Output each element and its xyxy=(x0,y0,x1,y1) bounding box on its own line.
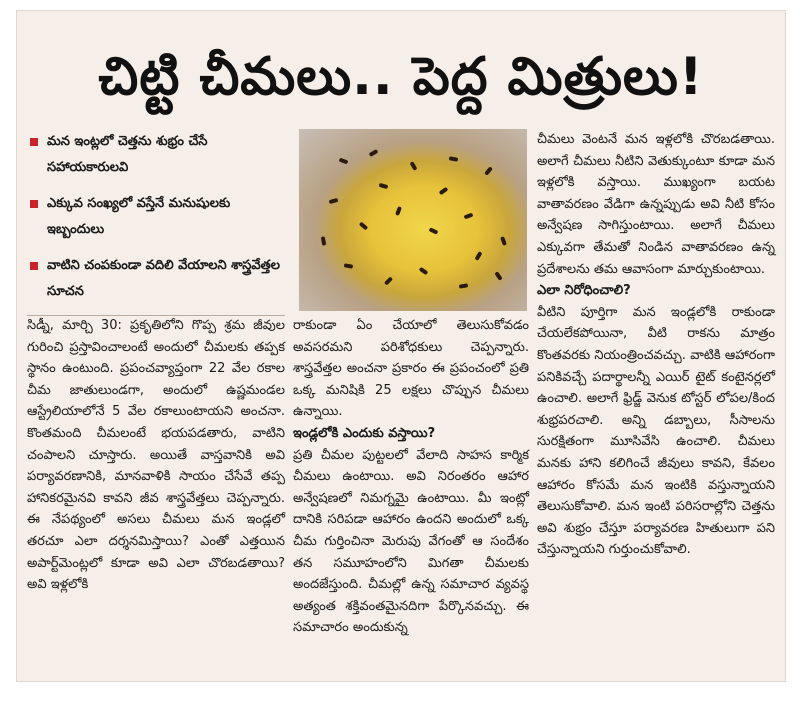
article-body-col1: సిడ్నీ, మార్చి 30: ప్రకృతిలోని గొప్ప శ్రమ జీవుల గురించి ప్రస్తావించాలంటే అందులో చీమలకు తప్పక స్థానం ఉంటుంది. ప్రపంచవ్యాప్తంగా 22 వేల రకాల చీమ జాతులుండగా, అందులో ఉష్ణమండల ఆస్ట్రేలియాలోనే 5 వేల రకాలుంటాయని అంచనా. కొంతమంది చీమలంటే భయపడతారు, వాటిని చంపాలని చూస్తారు. అయితే వాస్తవానికి అవి పర్యావరణానికి, మానవాళికి సాయం చేసేవే తప్ప హానికరమైనవి కావని జీవ శాస్త్రవేత్తలు చెప్పన్నారు. ఈ నేపథ్యంలో అసలు చీమలు మన ఇండ్లలో తరచూ ఎలా దర్శనమిస్తాయి? ఎంతో ఎత్తయిన అపార్ట్‌మెంట్లలో కూడా అవి ఎలా చొరబడతాయి? అవి ఇళ్లలోకి xyxy=(27,318,285,593)
red-square-bullet-icon xyxy=(30,200,38,208)
bullet-text: ఎక్కువ సంఖ్యలో వస్తేనే మనుషులకు ఇబ్బందులు xyxy=(47,196,231,237)
bullet-text: మన ఇంట్లలో చెత్తను శుభ్రం చేసే సహాయకారులవి xyxy=(47,134,208,175)
newspaper-clipping xyxy=(16,10,786,682)
bullet-list xyxy=(27,129,285,316)
article-body-col3 xyxy=(537,129,775,561)
bullet-item xyxy=(27,129,285,181)
col3-paragraph-1: చీమలు వెంటనే మన ఇళ్లలోకి చొరబడతాయి. అలాగే చీమలు నీటిని వెతుక్కుంటూ కూడా మన ఇళ్లలోకి వస్తాయి. ముఖ్యంగా బయట వాతావరణం వేడిగా ఉన్నప్పుడు అవి నీటి కోసం అన్వేషణ సాగిస్తుంటాయి. అలాగే చీమలు ఎక్కువగా తేమతో నిండిన వాతావరణం ఉన్న ప్రదేశాలను తమ ఆవాసంగా మార్చుకుంటాయి. xyxy=(537,132,775,277)
red-square-bullet-icon xyxy=(30,138,38,146)
article-body-col2 xyxy=(293,315,529,639)
ants-photo xyxy=(299,129,527,311)
bullet-text: వాటిని చంపకుండా వదిలి వేయాలని శాస్త్రవేత్తల సూచన xyxy=(47,258,280,299)
col2-paragraph-1: రాకుండా ఏం చేయాలో తెలుసుకోవడం అవసరమని పరిశోధకులు చెప్పన్నారు. శాస్త్రవేత్తల అంచనా ప్రకారం ఈ ప్రపంచంలో ప్రతి ఒక్క మనిషికి 25 లక్షలు చొప్పున చీమలు ఉన్నాయి. xyxy=(293,318,529,420)
headline: చిట్టి చీమలు.. పెద్ద మిత్రులు! xyxy=(98,47,704,107)
subheading-why-enter: ఇండ్లలోకి ఎందుకు వస్తాయి? xyxy=(293,425,436,441)
col2-paragraph-2: ప్రతి చీమల పుట్టలలో వేలాది సాహస కార్మిక చీమలు ఉంటాయి. అవి నిరంతరం ఆహార అన్వేషణలో నిమగ్నమై ఉంటాయి. మీ ఇంట్లో దానికి సరిపడా ఆహారం ఉందని అందులో ఒక్క చీమ గుర్తించినా మెరుపు వేగంతో ఆ సందేశం తన సమూహంలోని మిగతా చీమలకు అందజేస్తుంది. చీమల్లో ఉన్న సమాచార వ్యవస్థ అత్యంత శక్తివంతమైనదిగా పేర్కొనవచ్చు. ఈ సమాచారం అందుకున్న xyxy=(293,447,529,636)
col3-paragraph-2: వీటిని పూర్తిగా మన ఇండ్లలోకి రాకుండా చేయలేకపోయినా, వీటి రాకను మాత్రం కొంతవరకు నియంత్రించవచ్చు. వాటికి ఆహారంగా పనికివచ్చే పదార్థాలన్నీ ఎయిర్ టైట్ కంటైనర్లలో ఉంచాలి. అలాగే ఫ్రిడ్జ్ వెనుక టోస్టర్ లోపల/కింద శుభ్రపరచాలి. అన్ని డబ్బాలు, సీసాలను సురక్షితంగా మూసివేసి ఉంచాలి. చీమలు మనకు హాని కలిగించే జీవులు కావని, కేవలం ఆహారం కోసమే మన ఇంటికి వస్తున్నాయని తెలుసుకోవాలి. మన ఇంటి పరిసరాల్లోని చెత్తను అవి శుభ్రం చేస్తూ పర్యావరణ హితులుగా పని చేస్తున్నాయని గుర్తుంచుకోవాలి. xyxy=(537,304,775,558)
bullet-item xyxy=(27,191,285,243)
red-square-bullet-icon xyxy=(30,262,38,270)
bullet-item xyxy=(27,253,285,305)
subheading-how-to-prevent: ఎలా నిరోధించాలి? xyxy=(537,283,631,299)
